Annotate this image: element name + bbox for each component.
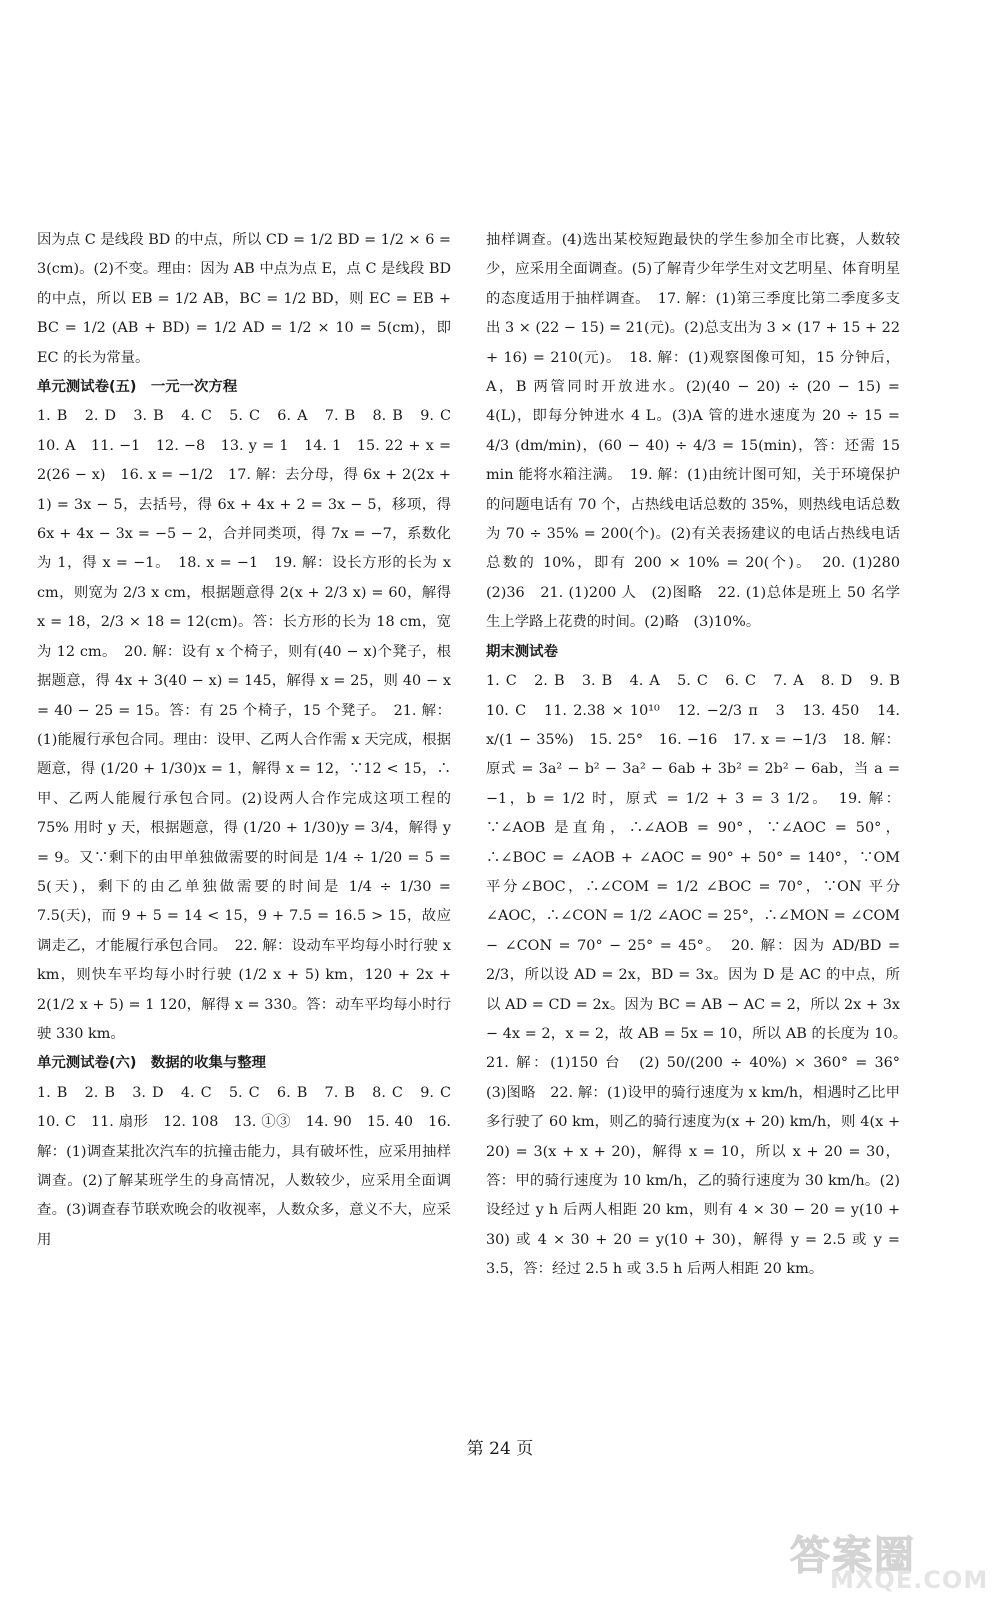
watermark-sub-text: MXQE.COM xyxy=(830,1566,989,1594)
answer-paragraph: 1. B 2. D 3. B 4. C 5. C 6. A 7. B 8. B 9. C 10. A 11. −1 12. −8 13. y = 1 14. 1 15. 22 + x = 2(26 − x) 16. x = −1/2 17. 解：去分母，得 6x + 2(2x + 1) = 3x − 5，去括号，得 6x + 4x + 2 = 3x − 5，移项，得 6x + 4x − 3x = −5 − 2，合并同类项，得 7x = −7，系数化为 1，得 x = −1。 18. x = −1 19. 解：设长方形的长为 x cm，则宽为 2/3 x cm，根据题意得 2(x + 2/3 x) = 60，解得 x = 18，2/3 × 18 = 12(cm)。答：长方形的长为 18 cm，宽为 12 cm。 20. 解：设有 x 个椅子，则有(40 − x)个凳子，根据题意，得 4x + 3(40 − x) = 145，解得 x = 25，则 40 − x = 40 − 25 = 15。答：有 25 个椅子，15 个凳子。 21. 解：(1)能履行承包合同。理由：设甲、乙两人合作需 x 天完成，根据题意，得 (1/20 + 1/30)x = 1，解得 x = 12，∵12 < 15，∴甲、乙两人能履行承包合同。(2)设两人合作完成这项工程的 75% 用时 y 天，根据题意，得 (1/20 + 1/30)y = 3/4，解得 y = 9。又∵剩下的由甲单独做需要的时间是 1/4 ÷ 1/20 = 5 = 5(天)，剩下的由乙单独做需要的时间是 1/4 ÷ 1/30 = 7.5(天)，而 9 + 5 = 14 < 15，9 + 7.5 = 16.5 > 15，故应调走乙，才能履行承包合同。 22. 解：设动车平均每小时行驶 x km，则快车平均每小时行驶 (1/2 x + 5) km，120 + 2x + 2(1/2 x + 5) = 1 120，解得 x = 330。答：动车平均每小时行驶 330 km。 xyxy=(37,408,466,1042)
right-column xyxy=(486,226,915,1285)
answer-paragraph: 因为点 C 是线段 BD 的中点，所以 CD = 1/2 BD = 1/2 × 6 = 3(cm)。(2)不变。理由：因为 AB 中点为点 E，点 C 是线段 BD 的中点，所以 EB = 1/2 AB，BC = 1/2 BD，则 EC = EB + BC = 1/2 (AB + BD) = 1/2 AD = 1/2 × 10 = 5(cm)，即 EC 的长为常量。 xyxy=(37,232,451,366)
answer-paragraph: 1. B 2. B 3. D 4. C 5. C 6. B 7. B 8. C 9. C 10. C 11. 扇形 12. 108 13. ①③ 14. 90 15. 40 16. 解：(1)调查某批次汽车的抗撞击能力，具有破坏性，应采用抽样调查。(2)了解某班学生的身高情况，人数较少，应采用全面调查。(3)调查春节联欢晚会的收视率，人数众多，意义不大，应采用 xyxy=(37,1084,466,1248)
section-heading-final-exam: 期末测试卷 xyxy=(486,643,558,660)
section-heading-unit-6: 单元测试卷(六) 数据的收集与整理 xyxy=(37,1055,267,1072)
watermark-logo xyxy=(790,1524,990,1592)
watermark-main-text: 答案圈 xyxy=(790,1533,916,1579)
left-column xyxy=(37,226,466,1255)
answer-paragraph: 抽样调查。(4)选出某校短跑最快的学生参加全市比赛，人数较少，应采用全面调查。(5)了解青少年学生对文艺明星、体育明星的态度适用于抽样调查。 17. 解：(1)第三季度比第二季度多支出 3 × (22 − 15) = 21(元)。(2)总支出为 3 × (17 + 15 + 22 + 16) = 210(元)。 18. 解：(1)观察图像可知，15 分钟后，A，B 两管同时开放进水。(2)(40 − 20) ÷ (20 − 15) = 4(L)，即每分钟进水 4 L。(3)A 管的进水速度为 20 ÷ 15 = 4/3 (dm/min)，(60 − 40) ÷ 4/3 = 15(min)，答：还需 15 min 能将水箱注满。 19. 解：(1)由统计图可知，关于环境保护的问题电话有 70 个，占热线电话总数的 35%，则热线电话总数为 70 ÷ 35% = 200(个)。(2)有关表扬建议的电话占热线电话总数的 10%，即有 200 × 10% = 20(个)。 20. (1)280 (2)36 21. (1)200 人 (2)图略 22. (1)总体是班上 50 名学生上学路上花费的时间。(2)略 (3)10%。 xyxy=(486,232,915,631)
page-number: 第 24 页 xyxy=(466,1439,534,1459)
answer-paragraph: 1. C 2. B 3. B 4. A 5. C 6. C 7. A 8. D 9. B 10. C 11. 2.38 × 10¹⁰ 12. −2/3 π 3 13. 450 14. x/(1 − 35%) 15. 25° 16. −16 17. x = −1/3 18. 解：原式 = 3a² − b² − 3a² − 6ab + 3b² = 2b² − 6ab，当 a = −1，b = 1/2 时，原式 = 1/2 + 3 = 3 1/2。 19. 解：∵∠AOB 是直角，∴∠AOB = 90°，∵∠AOC = 50°，∴∠BOC = ∠AOB + ∠AOC = 90° + 50° = 140°，∵OM 平分∠BOC，∴∠COM = 1/2 ∠BOC = 70°，∵ON 平分∠AOC，∴∠CON = 1/2 ∠AOC = 25°，∴∠MON = ∠COM − ∠CON = 70° − 25° = 45°。 20. 解：因为 AD/BD = 2/3，所以设 AD = 2x，BD = 3x。因为 D 是 AC 的中点，所以 AD = CD = 2x。因为 BC = AB − AC = 2，所以 2x + 3x − 4x = 2，x = 2，故 AB = 5x = 10，所以 AB 的长度为 10。 21. 解：(1)150 台 (2) 50/(200 ÷ 40%) × 360° = 36° (3)图略 22. 解：(1)设甲的骑行速度为 x km/h，相遇时乙比甲多行驶了 60 km，则乙的骑行速度为(x + 20) km/h，则 4(x + 20) = 3(x + x + 20)，解得 x = 10，所以 x + 20 = 30，答：甲的骑行速度为 10 km/h，乙的骑行速度为 30 km/h。(2)设经过 y h 后两人相距 20 km，则有 4 × 30 − 20 = y(10 + 30) 或 4 × 30 + 20 = y(10 + 30)，解得 y = 2.5 或 y = 3.5，答：经过 2.5 h 或 3.5 h 后两人相距 20 km。 xyxy=(486,673,915,1278)
section-heading-unit-5: 单元测试卷(五) 一元一次方程 xyxy=(37,379,238,396)
